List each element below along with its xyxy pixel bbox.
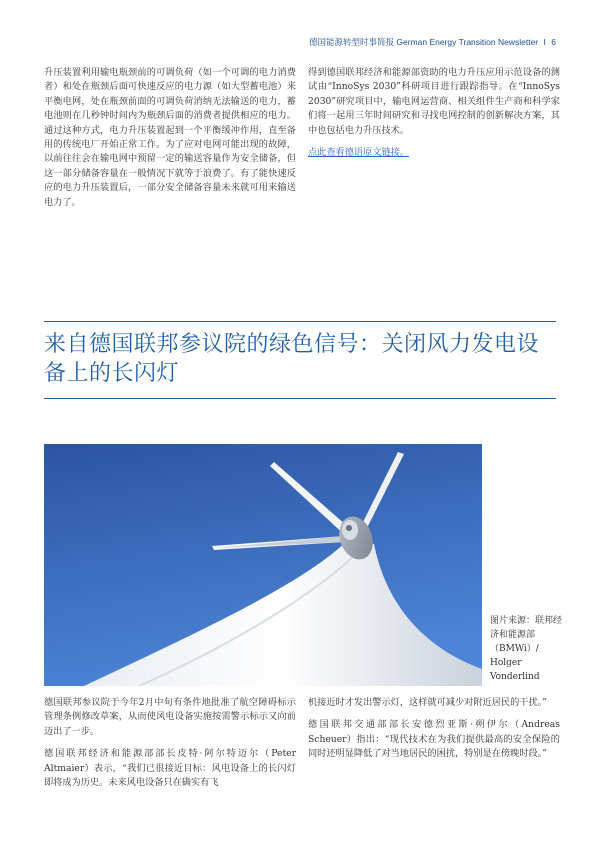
bottom-left-paragraph-2: 德国联邦经济和能源部部长皮特·阿尔特迈尔（Peter Altmaier）表示，“我们已很接近目标：风电设备上的长闪灯即将成为历史。未来风电设备只在确实有飞 [44, 748, 296, 789]
photo-caption: 图片来源：联邦经济和能源部（BMWi）/ Holger Vonderlind [490, 616, 563, 682]
newsletter-title-en: German Energy Transition Newsletter [396, 37, 539, 47]
newsletter-title-cn: 德国能源转型时事简报 [309, 37, 395, 47]
top-left-column [44, 66, 296, 218]
headline-top-rule [44, 321, 556, 322]
original-article-link[interactable]: 点此查看德语原文链接。 [308, 147, 410, 159]
header-separator: I [543, 37, 546, 47]
bottom-left-paragraph-1: 德国联邦参议院于今年2月中旬有条件地批准了航空障碍标示管理条例修改草案，从而使风电设备实施按需警示标示又向前迈出了一步。 [44, 697, 296, 737]
page-number: 6 [551, 37, 556, 47]
top-right-column [308, 66, 560, 168]
top-right-paragraph: 得到德国联邦经济和能源部资助的电力升压应用示范设备的测试由“InnoSys 2030”科研项目进行跟踪指导。在“InnoSys 2030”研究项目中，输电网运营商、相关组件生产商和科学家们将一起用三年时间研究和寻找电网控制的创新解决方案，其中也包括电力升压技术。 [308, 67, 560, 136]
article-headline: 来自德国联邦参议院的绿色信号：关闭风力发电设备上的长闪灯 [44, 332, 540, 386]
top-left-paragraph: 升压装置利用输电瓶颈前的可调负荷（如一个可调的电力消费者）和处在瓶颈后面可快速反应的电力源（如大型蓄电池）来平衡电网，处在瓶颈前面的可调负荷消纳无法输送的电力，蓄电池则在几秒钟时间内为瓶颈后面的消费者提供相应的电力。通过这种方式，电力升压装置起到一个平衡缓冲作用，直至备用的传统电厂开始正常工作。为了应对电网可能出现的故障，以前往往会在输电网中预留一定的输送容量作为安全储备，但这一部分储备容量在一般情况下就等于浪费了。有了能快速反应的电力升压装置后，一部分安全储备容量未来就可用来输送电力了。 [44, 67, 296, 208]
bottom-right-paragraph-1: 机接近时才发出警示灯，这样就可减少对附近居民的干扰。” [308, 697, 547, 708]
page-header [309, 36, 556, 48]
bottom-left-column [44, 696, 296, 798]
headline-bottom-rule [44, 398, 556, 399]
wind-turbine-photo [44, 444, 482, 686]
bottom-right-column [308, 696, 560, 770]
bottom-right-paragraph-2: 德国联邦交通部部长安德烈亚斯·朔伊尔（Andreas Scheuer）指出：“现代技术在为我们提供最高的安全保险的同时还明显降低了对当地居民的困扰，特别是在傍晚时段。” [308, 719, 560, 760]
